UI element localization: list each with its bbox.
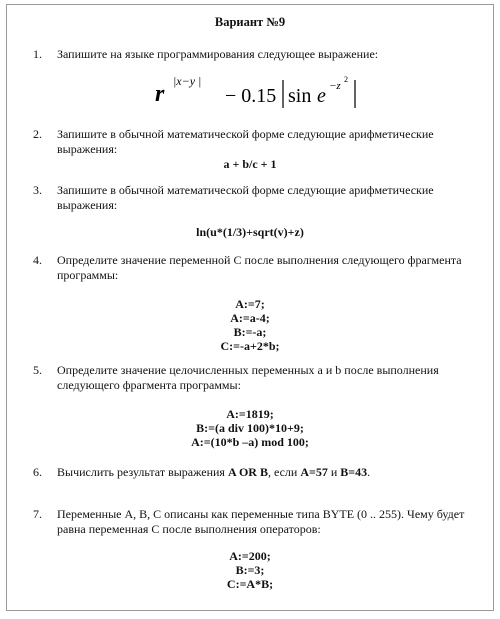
code-block-5 bbox=[7, 407, 493, 449]
formula-e: e bbox=[317, 85, 326, 107]
code-line: C:=A*B; bbox=[226, 577, 274, 591]
task-number: 2. bbox=[33, 127, 42, 141]
expression-2: a + b/c + 1 bbox=[223, 157, 277, 171]
formula-middle: − 0.15 bbox=[225, 85, 277, 107]
math-formula bbox=[155, 70, 365, 110]
code-line: C:=-a+2*b; bbox=[220, 339, 280, 353]
code-line: A:=(10*b –a) mod 100; bbox=[191, 435, 309, 449]
formula-z-power: 2 bbox=[344, 75, 348, 84]
code-line: B:=3; bbox=[235, 563, 265, 577]
bold-expression: A OR B bbox=[227, 465, 268, 479]
task-number: 4. bbox=[33, 253, 42, 267]
task-text: Запишите в обычной математической форме следующие арифметические выражения: bbox=[57, 183, 434, 212]
code-line: A:=a-4; bbox=[230, 311, 270, 325]
task-number: 1. bbox=[33, 47, 42, 61]
task-number: 7. bbox=[33, 507, 42, 521]
task-text: Определите значение целочисленных переменных a и b после выполнения следующего фрагмента программы: bbox=[57, 363, 439, 392]
bold-a-value: A=57 bbox=[300, 465, 328, 479]
formula-base: r bbox=[155, 81, 165, 107]
expression-3: ln(u*(1/3)+sqrt(v)+z) bbox=[196, 225, 304, 239]
task-text: Переменные A, B, C описаны как переменные типа BYTE (0 .. 255). Чему будет равна переменная C после выполнения операторов: bbox=[57, 507, 465, 536]
code-block-7 bbox=[7, 549, 493, 591]
task-text: Запишите в обычной математической форме следующие арифметические выражения: bbox=[57, 127, 434, 156]
formula-e-exponent: −z bbox=[329, 80, 341, 92]
page-title: Вариант №9 bbox=[214, 15, 286, 29]
task-number: 5. bbox=[33, 363, 42, 377]
task-text: Запишите на языке программирования следующее выражение: bbox=[57, 47, 379, 61]
code-line: A:=200; bbox=[229, 549, 271, 563]
formula-exponent: |x−y | bbox=[173, 74, 202, 88]
code-line: A:=7; bbox=[235, 297, 265, 311]
task-number: 3. bbox=[33, 183, 42, 197]
code-line: A:=1819; bbox=[226, 407, 274, 421]
code-line: B:=-a; bbox=[233, 325, 267, 339]
code-line: B:=(a div 100)*10+9; bbox=[196, 421, 304, 435]
task-number: 6. bbox=[33, 465, 42, 479]
task-text: Вычислить результат выражения A OR B, если A=57 и B=43. bbox=[57, 465, 371, 479]
code-block-4 bbox=[7, 297, 493, 353]
task-text: Определите значение переменной С после выполнения следующего фрагмента программы: bbox=[57, 253, 462, 282]
worksheet-page bbox=[6, 4, 494, 611]
bold-b-value: B=43 bbox=[340, 465, 368, 479]
formula-func: sin bbox=[288, 85, 312, 107]
